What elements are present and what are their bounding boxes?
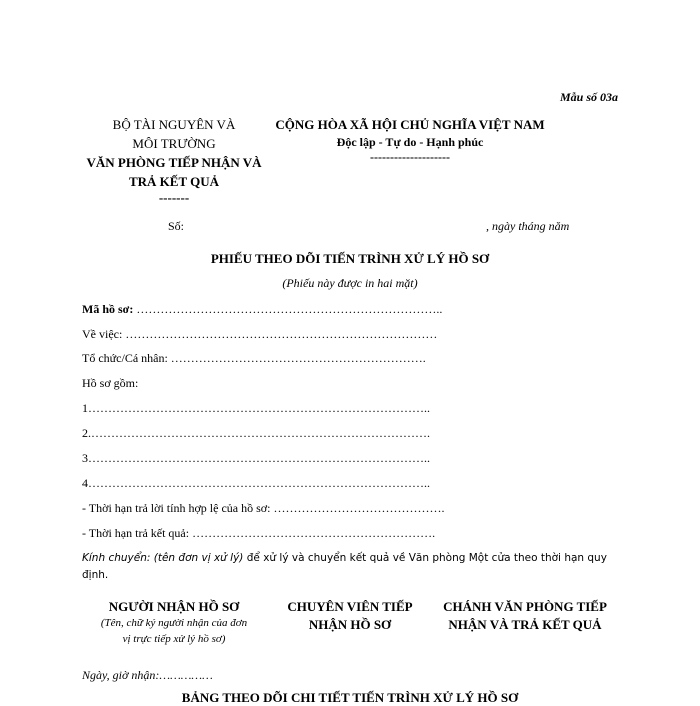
document-subtitle: (Phiếu này được in hai mặt) [282,276,418,290]
receiver-note-line2: vị trực tiếp xử lý hồ sơ) [122,633,226,645]
specialist-title-line2: NHẬN HỒ SƠ [308,617,392,632]
form-number: Mẫu số 03a [559,90,618,104]
result-deadline-field: - Thời hạn trả kết quả: ……………………………………………………. [82,526,436,540]
ve-viec-field: Về việc: …………………………………………………………………… [82,327,438,341]
document-item-4: 4………………………………………………………………………….. [82,476,430,490]
left-header-rule: ------- [158,190,190,205]
document-item-2: 2.…………………………………………………………………………. [82,426,430,440]
signature-block-receiver [68,598,280,647]
motto: Độc lập - Tự do - Hạnh phúc [336,135,484,149]
number-label: Số: [168,219,185,233]
receiver-note-line1: (Tên, chữ ký người nhận của đơn [100,617,248,629]
validity-deadline-field: - Thời hạn trả lời tính hợp lệ của hồ sơ: ……………………………………. [82,501,445,515]
document-item-3: 3………………………………………………………………………….. [82,451,430,465]
forwarding-note-line1 [82,552,607,564]
ma-ho-so-dots: ………………………………………………………………….. [133,302,443,316]
received-time-field: Ngày, giờ nhận:…………… [82,668,213,682]
ma-ho-so-label: Mã hồ sơ: [82,302,134,316]
signature-block-specialist [272,598,428,634]
ho-so-gom-label: Hồ sơ gồm: [82,376,139,390]
chief-title-line1: CHÁNH VĂN PHÒNG TIẾP [443,599,607,614]
forwarding-label: Kính chuyển: [82,552,151,564]
document-item-1: 1………………………………………………………………………….. [82,401,430,415]
ma-ho-so-field [82,302,442,317]
ministry-name-line1: BỘ TÀI NGUYÊN VÀ [112,117,236,132]
right-header [270,115,550,164]
office-name-line2: TRẢ KẾT QUẢ [128,174,220,189]
nation-name: CỘNG HÒA XÃ HỘI CHỦ NGHĨA VIỆT NAM [275,117,545,132]
specialist-title-line1: CHUYÊN VIÊN TIẾP [287,599,413,614]
chief-title-line2: NHẬN VÀ TRẢ KẾT QUẢ [448,617,602,632]
forwarding-text: để xử lý và chuyển kết quả về Văn phòng Một cửa theo thời hạn quy [246,552,607,564]
document-title: PHIẾU THEO DÕI TIẾN TRÌNH XỬ LÝ HỒ SƠ [210,251,490,266]
right-header-rule: -------------------- [370,150,450,164]
to-chuc-field: Tổ chức/Cá nhân: ………………………………………………………. [82,351,426,365]
next-section-title: BẢNG THEO DÕI CHI TIẾT TIẾN TRÌNH XỬ LÝ HỒ SƠ [181,690,519,705]
ministry-name-line2: MÔI TRƯỜNG [132,136,216,151]
receiver-title: NGƯỜI NHẬN HỒ SƠ [108,599,240,614]
office-name-line1: VĂN PHÒNG TIẾP NHẬN VÀ [86,155,262,170]
signature-block-chief [420,598,630,634]
left-header [58,115,290,205]
forwarding-unit: (tên đơn vị xử lý) [153,552,244,564]
forwarding-note-line2: định. [82,569,109,581]
date-line: , ngày tháng năm [486,219,570,233]
